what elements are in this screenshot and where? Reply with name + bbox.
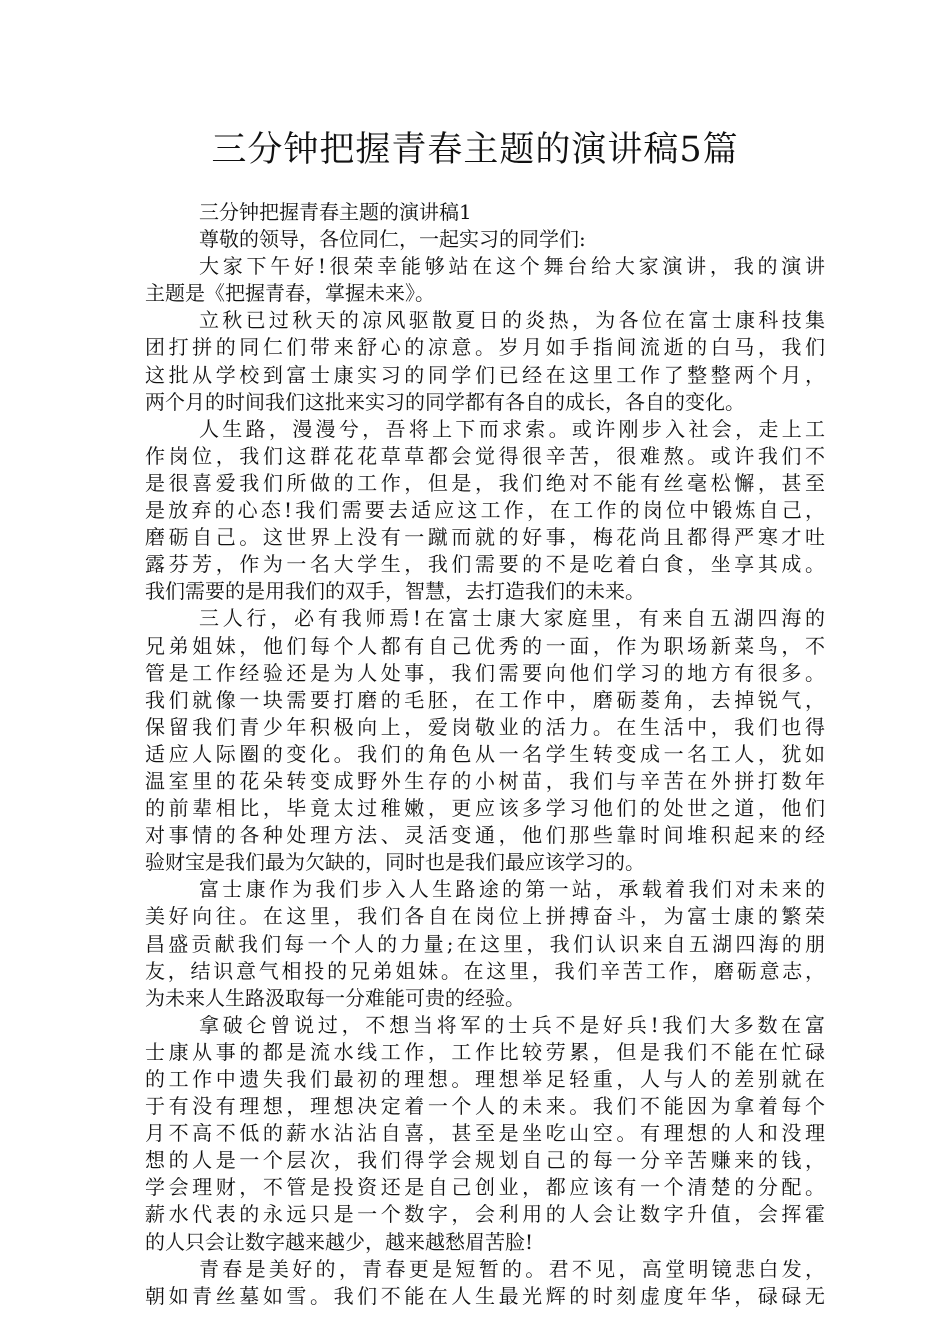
text-line: 这批从学校到富士康实习的同学们已经在这里工作了整整两个月， xyxy=(145,362,825,387)
text-line: 适应人际圈的变化。我们的角色从一名学生转变成一名工人，犹如 xyxy=(145,741,825,766)
text-line: 的前辈相比，毕竟太过稚嫩，更应该多学习他们的处世之道，他们 xyxy=(145,796,825,821)
text-line: 我们需要的是用我们的双手，智慧，去打造我们的未来。 xyxy=(145,579,645,604)
text-line: 人生路，漫漫兮，吾将上下而求索。或许刚步入社会，走上工 xyxy=(199,416,825,441)
text-line: 薪水代表的永远只是一个数字，会利用的人会让数字升值，会挥霍 xyxy=(145,1202,825,1227)
text-line: 是放弃的心态!我们需要去适应这工作，在工作的岗位中锻炼自己， xyxy=(145,498,825,523)
text-line: 主题是《把握青春，掌握未来》。 xyxy=(145,281,435,306)
text-line: 青春是美好的，青春更是短暂的。君不见，高堂明镜悲白发， xyxy=(199,1256,825,1281)
text-line: 三人行，必有我师焉!在富士康大家庭里，有来自五湖四海的 xyxy=(199,606,825,631)
text-line: 月不高不低的薪水沾沾自喜，甚至是坐吃山空。有理想的人和没理 xyxy=(145,1121,825,1146)
text-line: 昌盛贡献我们每一个人的力量;在这里，我们认识来自五湖四海的朋 xyxy=(145,931,825,956)
text-line: 拿破仑曾说过，不想当将军的士兵不是好兵!我们大多数在富 xyxy=(199,1012,825,1037)
text-line: 温室里的花朵转变成野外生存的小树苗，我们与辛苦在外拼打数年 xyxy=(145,768,825,793)
text-line: 美好向往。在这里，我们各自在岗位上拼搏奋斗，为富士康的繁荣 xyxy=(145,904,825,929)
text-line: 想的人是一个层次，我们得学会规划自己的每一分辛苦赚来的钱， xyxy=(145,1148,825,1173)
text-line: 作岗位，我们这群花花草草都会觉得很辛苦，很难熬。或许我们不 xyxy=(145,443,825,468)
text-line: 友，结识意气相投的兄弟姐妹。在这里，我们辛苦工作，磨砺意志， xyxy=(145,958,825,983)
text-line: 验财宝是我们最为欠缺的，同时也是我们最应该学习的。 xyxy=(145,850,645,875)
text-line: 两个月的时间我们这批来实习的同学都有各自的成长，各自的变化。 xyxy=(145,389,745,414)
text-line: 为未来人生路汲取每一分难能可贵的经验。 xyxy=(145,985,525,1010)
text-line: 磨砺自己。这世界上没有一蹴而就的好事，梅花尚且都得严寒才吐 xyxy=(145,525,825,550)
text-line: 对事情的各种处理方法、灵活变通，他们那些靠时间堆积起来的经 xyxy=(145,823,825,848)
text-line: 团打拼的同仁们带来舒心的凉意。岁月如手指间流逝的白马，我们 xyxy=(145,335,825,360)
text-line: 是很喜爱我们所做的工作，但是，我们绝对不能有丝毫松懈，甚至 xyxy=(145,470,825,495)
document-body xyxy=(145,199,825,1310)
text-line: 士康从事的都是流水线工作，工作比较劳累，但是我们不能在忙碌 xyxy=(145,1039,825,1064)
text-line: 的人只会让数字越来越少，越来越愁眉苦脸! xyxy=(145,1229,534,1254)
text-line: 尊敬的领导，各位同仁，一起实习的同学们: xyxy=(199,227,586,252)
text-line: 富士康作为我们步入人生路途的第一站，承载着我们对未来的 xyxy=(199,877,825,902)
text-line: 于有没有理想，理想决定着一个人的未来。我们不能因为拿着每个 xyxy=(145,1094,825,1119)
text-line: 朝如青丝墓如雪。我们不能在人生最光辉的时刻虚度年华，碌碌无 xyxy=(145,1283,825,1308)
text-line: 立秋已过秋天的凉风驱散夏日的炎热，为各位在富士康科技集 xyxy=(199,308,825,333)
document-title: 三分钟把握青春主题的演讲稿5篇 xyxy=(211,130,739,170)
text-line: 管是工作经验还是为人处事，我们需要向他们学习的地方有很多。 xyxy=(145,660,825,685)
text-line: 的工作中遗失我们最初的理想。理想举足轻重，人与人的差别就在 xyxy=(145,1067,825,1091)
text-line: 保留我们青少年积极向上，爱岗敬业的活力。在生活中，我们也得 xyxy=(145,714,825,739)
text-line: 兄弟姐妹，他们每个人都有自己优秀的一面，作为职场新菜鸟，不 xyxy=(145,633,825,658)
text-line: 我们就像一块需要打磨的毛胚，在工作中，磨砺菱角，去掉锐气， xyxy=(145,687,825,712)
text-line: 大家下午好!很荣幸能够站在这个舞台给大家演讲，我的演讲 xyxy=(199,254,825,279)
text-line: 学会理财，不管是投资还是自己创业，都应该有一个清楚的分配。 xyxy=(145,1175,825,1200)
text-line: 三分钟把握青春主题的演讲稿1 xyxy=(199,200,472,224)
text-line: 露芬芳，作为一名大学生，我们需要的不是吃着白食，坐享其成。 xyxy=(145,552,825,577)
